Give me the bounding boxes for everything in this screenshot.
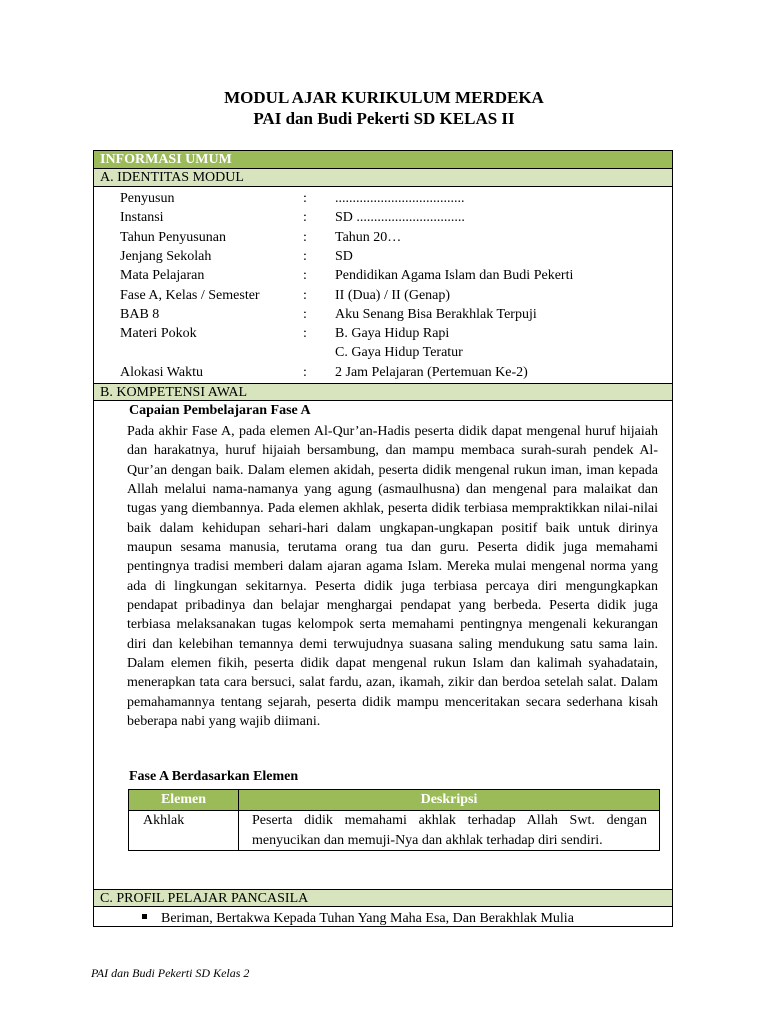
page-footer: PAI dan Budi Pekerti SD Kelas 2: [91, 966, 250, 980]
kompetensi-awal-header: B. KOMPETENSI AWAL: [94, 383, 672, 401]
elemen-cell: Akhlak: [143, 813, 185, 828]
identitas-colon: :: [303, 326, 307, 342]
identitas-value: .....................................: [335, 191, 465, 206]
identitas-row: [94, 208, 672, 227]
identitas-colon: :: [303, 210, 307, 226]
capaian-heading: Capaian Pembelajaran Fase A: [129, 403, 311, 418]
profil-pancasila-header: C. PROFIL PELAJAR PANCASILA: [94, 889, 672, 907]
identitas-label: Instansi: [120, 210, 164, 226]
identitas-label: Penyusun: [120, 191, 175, 206]
identitas-value: 2 Jam Pelajaran (Pertemuan Ke-2): [335, 364, 528, 380]
elemen-column-header: Elemen: [129, 790, 238, 810]
document-subtitle: PAI dan Budi Pekerti SD KELAS II: [253, 109, 515, 128]
module-table: [93, 150, 673, 927]
identitas-value: Tahun 20…: [335, 229, 402, 245]
deskripsi-column-header: Deskripsi: [239, 790, 659, 810]
identitas-label: Materi Pokok: [120, 326, 197, 342]
identitas-label: Jenjang Sekolah: [120, 248, 212, 264]
identitas-label: Fase A, Kelas / Semester: [120, 287, 260, 303]
identitas-row: [94, 305, 672, 324]
identitas-row: [94, 286, 672, 305]
identitas-colon: :: [303, 191, 307, 206]
fase-elemen-heading: Fase A Berdasarkan Elemen: [129, 769, 299, 784]
identitas-label: Tahun Penyusunan: [120, 229, 226, 245]
identitas-row: [94, 363, 672, 382]
identitas-value: SD: [335, 248, 353, 264]
identitas-row: [94, 266, 672, 285]
identitas-colon: :: [303, 229, 307, 245]
identitas-label: BAB 8: [120, 306, 160, 322]
profil-item-text: Beriman, Bertakwa Kepada Tuhan Yang Maha Esa, Dan Berakhlak Mulia: [161, 911, 574, 926]
identitas-colon: :: [303, 306, 307, 322]
identitas-value: B. Gaya Hidup Rapi: [335, 326, 450, 342]
column-divider: [238, 790, 239, 850]
identitas-label: Alokasi Waktu: [120, 364, 203, 380]
identitas-value: SD ...............................: [335, 210, 465, 226]
identitas-value: Aku Senang Bisa Berakhlak Terpuji: [335, 306, 537, 322]
identitas-colon: :: [303, 268, 307, 284]
document-title: MODUL AJAR KURIKULUM MERDEKA: [224, 88, 544, 107]
identitas-modul-header: A. IDENTITAS MODUL: [94, 169, 672, 187]
identitas-label: Mata Pelajaran: [120, 268, 205, 284]
identitas-row: [94, 324, 672, 343]
profil-item: [142, 909, 574, 928]
identitas-row: [94, 189, 672, 208]
identitas-row: [94, 343, 672, 362]
informasi-umum-header: INFORMASI UMUM: [94, 151, 672, 169]
deskripsi-cell: Peserta didik memahami akhlak terhadap Allah Swt. dengan menyucikan dan memuji-Nya dan akhlak terhadap diri sendiri.: [252, 813, 647, 848]
identitas-value: C. Gaya Hidup Teratur: [335, 345, 463, 361]
identitas-row: [94, 247, 672, 266]
identitas-value: Pendidikan Agama Islam dan Budi Pekerti: [335, 268, 574, 284]
bullet-icon: [142, 914, 147, 919]
identitas-colon: :: [303, 364, 307, 380]
identitas-value: II (Dua) / II (Genap): [335, 287, 451, 303]
elemen-table: [128, 789, 660, 851]
identitas-row: [94, 228, 672, 247]
identitas-colon: :: [303, 248, 307, 264]
identitas-colon: :: [303, 287, 307, 303]
capaian-paragraph: Pada akhir Fase A, pada elemen Al-Qur’an-Hadis peserta didik dapat mengenal huruf hijaiah dan harakatnya, huruf hijaiah bersambung, dan mampu membaca surah-surah pendek Al-Qur’an dengan baik. Dalam elemen akidah, peserta didik mengenal rukun iman, iman kepada Allah melalui nama-namanya yang agung (asmaulhusna) dan mengenal para malaikat dan tugas yang diembannya. Pada elemen akhlak, peserta didik terbiasa mempraktikkan nilai-nilai baik dalam kehidupan sehari-hari dalam ungkapan-ungkapan positif baik untuk dirinya maupun sesama manusia, terutama orang tua dan guru. Peserta didik juga memahami pentingnya tradisi memberi dalam ajaran agama Islam. Mereka mulai mengenal norma yang ada di lingkungan sekitarnya. Peserta didik juga terbiasa percaya diri mengungkapkan pendapat pribadinya dan belajar menghargai pendapat yang berbeda. Peserta didik juga terbiasa melaksanakan tugas kelompok serta memahami pentingnya mengenali kekurangan diri dan kelebihan temannya demi terwujudnya suasana saling mendukung satu sama lain. Dalam elemen fikih, peserta didik dapat mengenal rukun Islam dan kalimah syahadatain, menerapkan tata cara bersuci, salat fardu, azan, ikamah, zikir dan berdoa setelah salat. Dalam pemahamannya tentang sejarah, peserta didik mampu menceritakan secara sederhana kisah beberapa nabi yang wajib diimani.: [127, 424, 658, 730]
